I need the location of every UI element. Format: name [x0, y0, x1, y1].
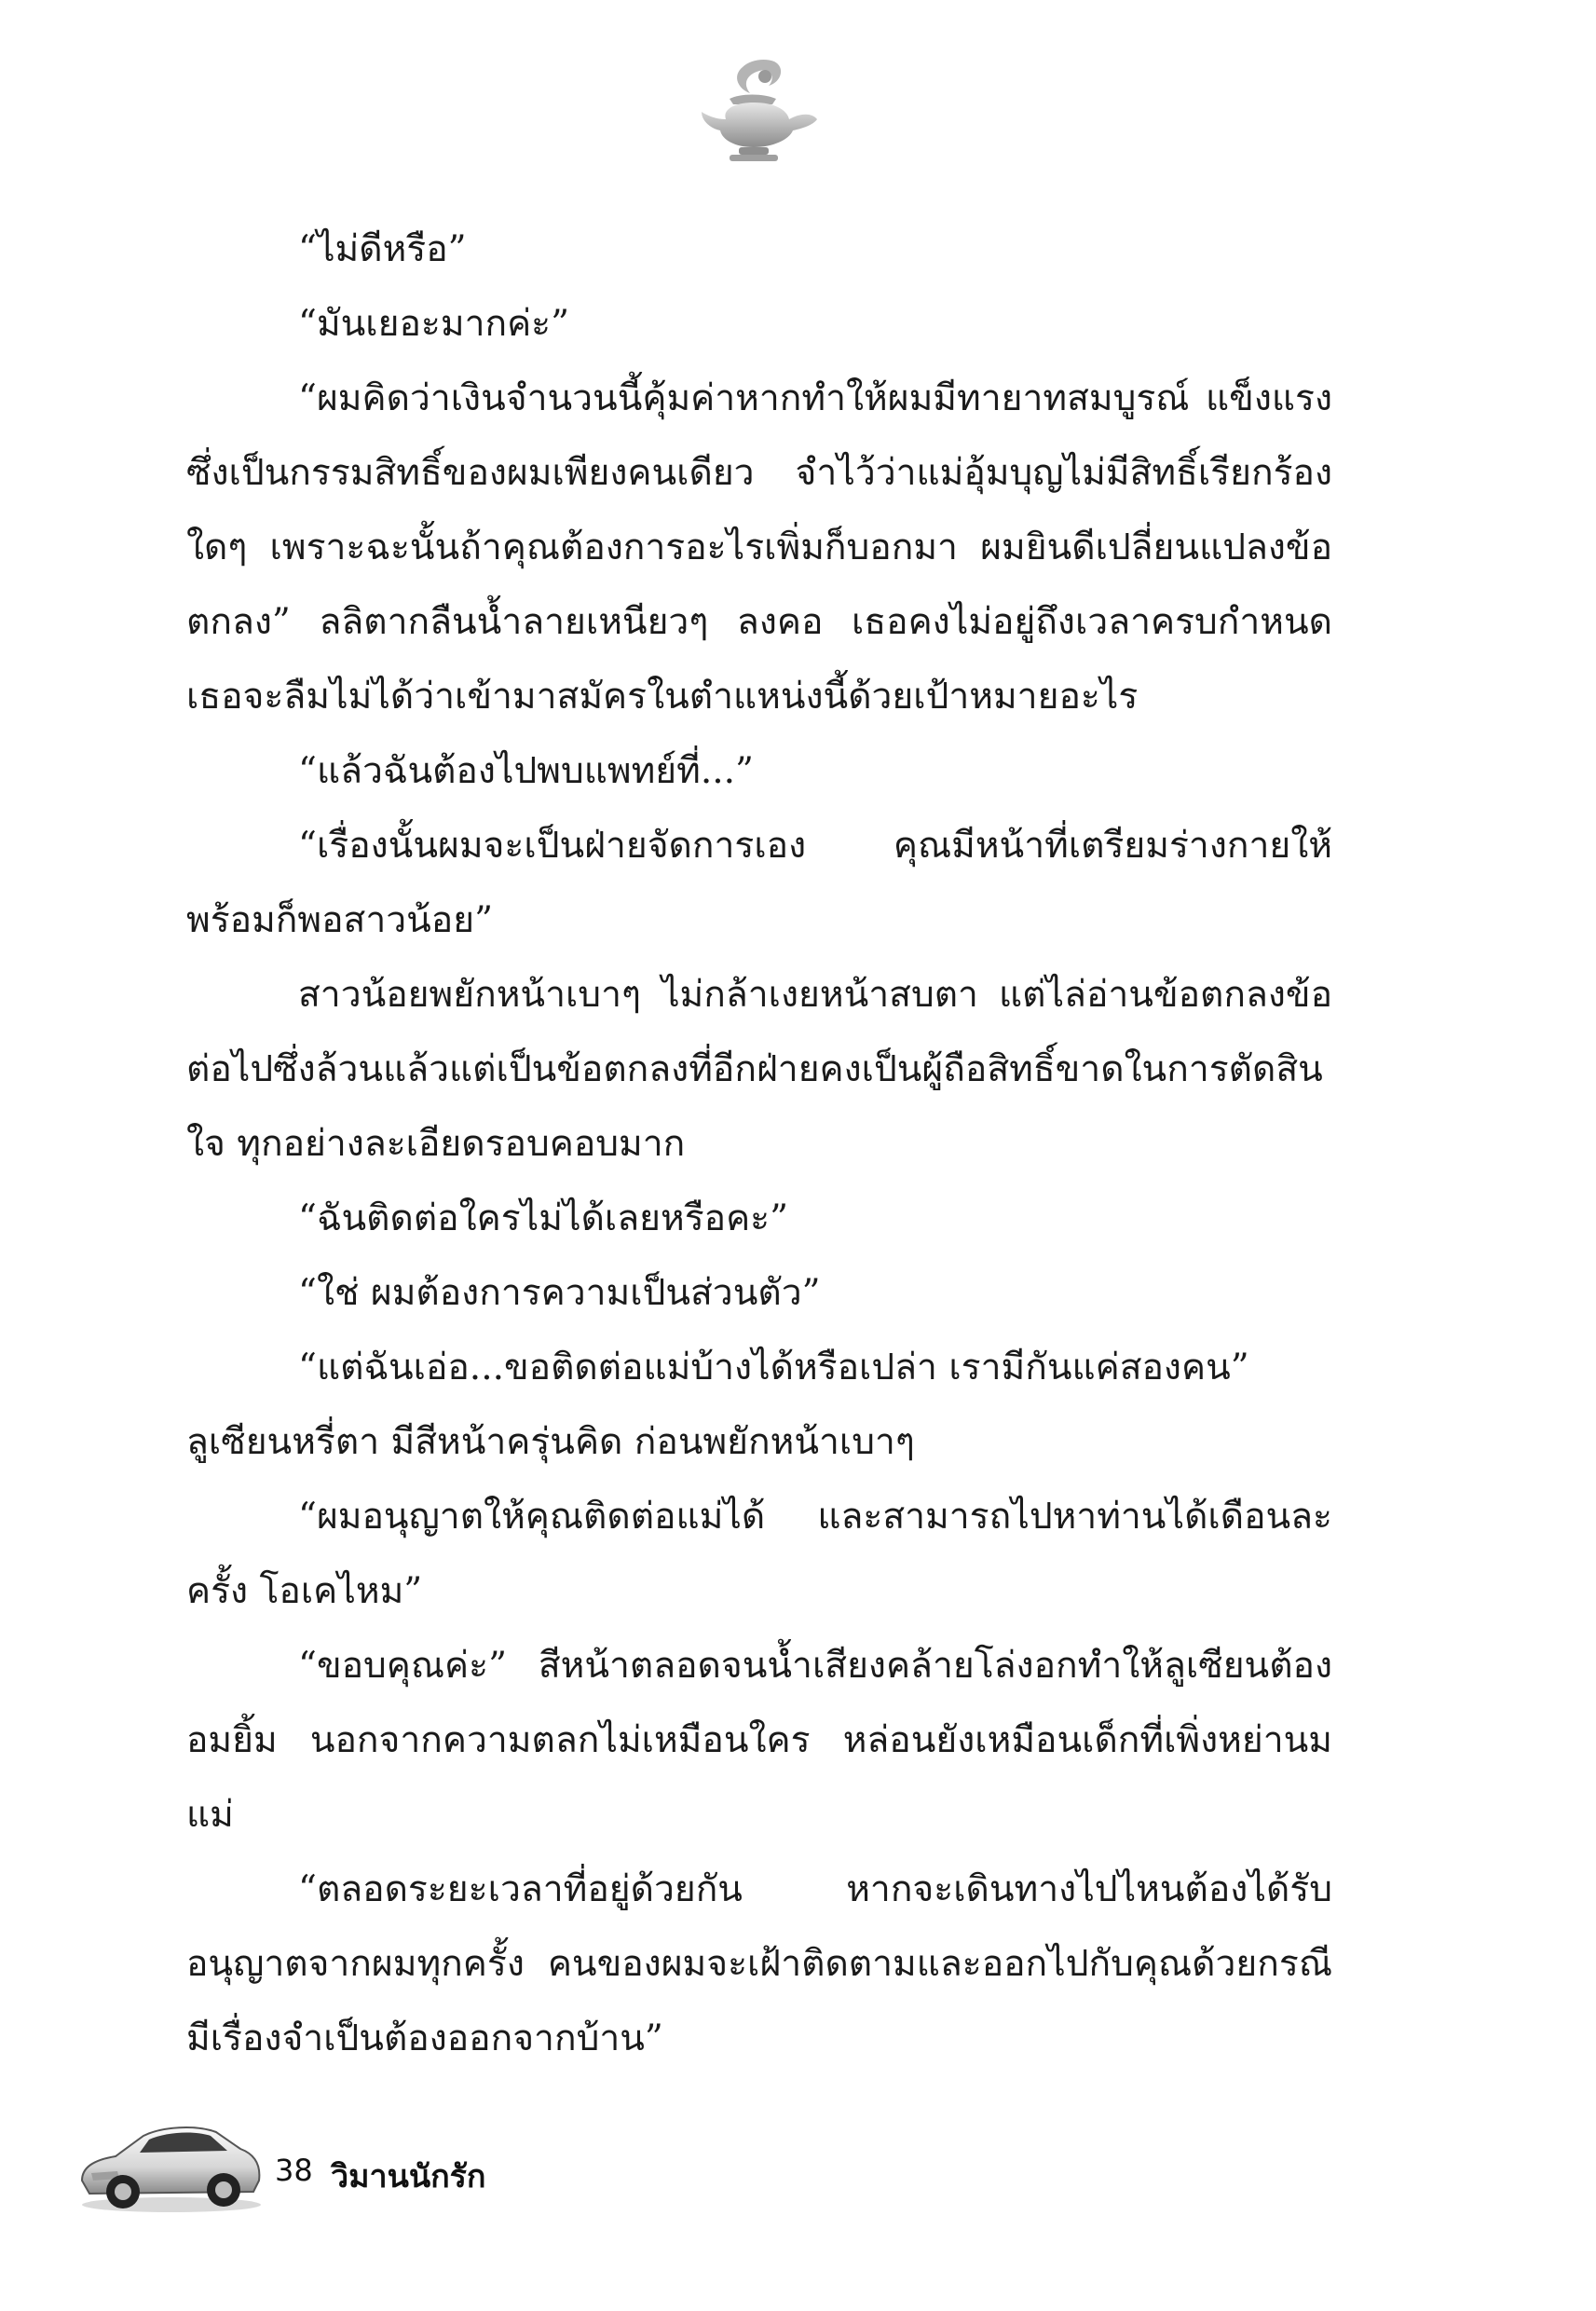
- paragraph: “ขอบคุณค่ะ” สีหน้าตลอดจนน้ำเสียงคล้ายโล่งอกทำให้ลูเซียนต้องอมยิ้ม นอกจากความตลกไม่เหมือนใคร หล่อนยังเหมือนเด็กที่เพิ่งหย่านมแม่: [186, 1645, 1332, 1836]
- sports-car-icon: [75, 2113, 266, 2216]
- paragraph: “ใช่ ผมต้องการความเป็นส่วนตัว”: [298, 1272, 821, 1314]
- paragraph: ลูเซียนหรี่ตา มีสีหน้าครุ่นคิด ก่อนพยักหน้าเบาๆ: [186, 1421, 915, 1463]
- genie-lamp-icon: [685, 58, 825, 168]
- paragraph: สาวน้อยพยักหน้าเบาๆ ไม่กล้าเงยหน้าสบตา แต่ไล่อ่านข้อตกลงข้อต่อไปซึ่งล้วนแล้วแต่เป็นข้อตกลงที่อีกฝ่ายคงเป็นผู้ถือสิทธิ์ขาดในการตัดสินใจ ทุกอย่างละเอียดรอบคอบมาก: [186, 974, 1332, 1165]
- body-text: [186, 212, 1332, 2076]
- paragraph: “มันเยอะมากค่ะ”: [298, 303, 570, 345]
- paragraph: “ตลอดระยะเวลาที่อยู่ด้วยกัน หากจะเดินทางไปไหนต้องได้รับอนุญาตจากผมทุกครั้ง คนของผมจะเฝ้าติดตามและออกไปกับคุณด้วยกรณีมีเรื่องจำเป็นต้องออกจากบ้าน”: [186, 1868, 1332, 2059]
- page-footer: [75, 2113, 727, 2225]
- paragraph: “ผมคิดว่าเงินจำนวนนี้คุ้มค่าหากทำให้ผมมีทายาทสมบูรณ์ แข็งแรง ซึ่งเป็นกรรมสิทธิ์ของผมเพียงคนเดียว จำไว้ว่าแม่อุ้มบุญไม่มีสิทธิ์เรียกร้องใดๆ เพราะฉะนั้นถ้าคุณต้องการอะไรเพิ่มก็บอกมา ผมยินดีเปลี่ยนแปลงข้อตกลง” ลลิตากลืนน้ำลายเหนียวๆ ลงคอ เธอคงไม่อยู่ถึงเวลาครบกำหนด เธอจะลืมไม่ได้ว่าเข้ามาสมัครในตำแหน่งนี้ด้วยเป้าหมายอะไร: [186, 377, 1332, 718]
- paragraph: “แล้วฉันต้องไปพบแพทย์ที่...”: [298, 750, 754, 792]
- book-title: วิมานนักรัก: [331, 2158, 486, 2195]
- paragraph: “ฉันติดต่อใครไม่ได้เลยหรือคะ”: [298, 1197, 789, 1239]
- paragraph: “ไม่ดีหรือ”: [298, 228, 467, 270]
- page-number: 38: [275, 2153, 313, 2188]
- paragraph: “แต่ฉันเอ่อ...ขอติดต่อแม่บ้างได้หรือเปล่า เรามีกันแค่สองคน”: [298, 1347, 1249, 1388]
- paragraph: “เรื่องนั้นผมจะเป็นฝ่ายจัดการเอง คุณมีหน้าที่เตรียมร่างกายให้พร้อมก็พอสาวน้อย”: [186, 825, 1332, 941]
- paragraph: “ผมอนุญาตให้คุณติดต่อแม่ได้ และสามารถไปหาท่านได้เดือนละครั้ง โอเคไหม”: [186, 1496, 1332, 1612]
